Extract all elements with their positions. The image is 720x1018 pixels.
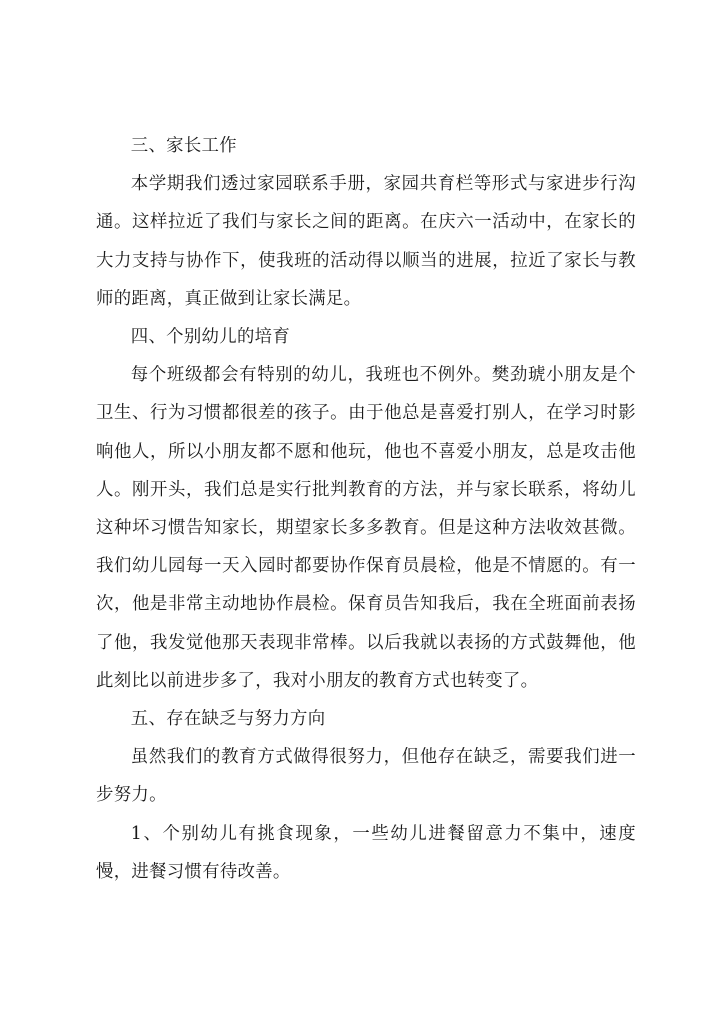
section-heading-parent-work: 三、家长工作 — [130, 136, 237, 156]
document-body — [96, 127, 636, 891]
paragraph-parent-work: 本学期我们透过家园联系手册，家园共育栏等形式与家进步行沟通。这样拉近了我们与家长之间的距离。在庆六一活动中，在家长的大力支持与协作下，使我班的活动得以顺当的进展，拉近了家长与教师的距离，真正做到让家长满足。 — [96, 174, 636, 309]
paragraph-individual-care: 每个班级都会有特别的幼儿，我班也不例外。樊劲琥小朋友是个卫生、行为习惯都很差的孩子。由于他总是喜爱打别人，在学习时影响他人，所以小朋友都不愿和他玩，他也不喜爱小朋友，总是攻击他人。刚开头，我们总是实行批判教育的方法，并与家长联系，将幼儿这种坏习惯告知家长，期望家长多多教育。但是这种方法收效甚微。我们幼儿园每一天入园时都要协作保育员晨检，他是不情愿的。有一次，他是非常主动地协作晨检。保育员告知我后，我在全班面前表扬了他，我发觉他那天表现非常棒。以后我就以表扬的方式鼓舞他，他此刻比以前进步多了，我对小朋友的教育方式也转变了。 — [96, 365, 636, 691]
paragraph-shortcomings: 虽然我们的教育方式做得很努力，但他存在缺乏，需要我们进一步努力。 — [96, 747, 636, 806]
section-heading-shortcomings: 五、存在缺乏与努力方向 — [130, 709, 326, 730]
paragraph-item-1: 1、个别幼儿有挑食现象，一些幼儿进餐留意力不集中，速度慢，进餐习惯有待改善。 — [96, 823, 636, 882]
section-heading-individual-care: 四、个别幼儿的培育 — [130, 327, 291, 348]
